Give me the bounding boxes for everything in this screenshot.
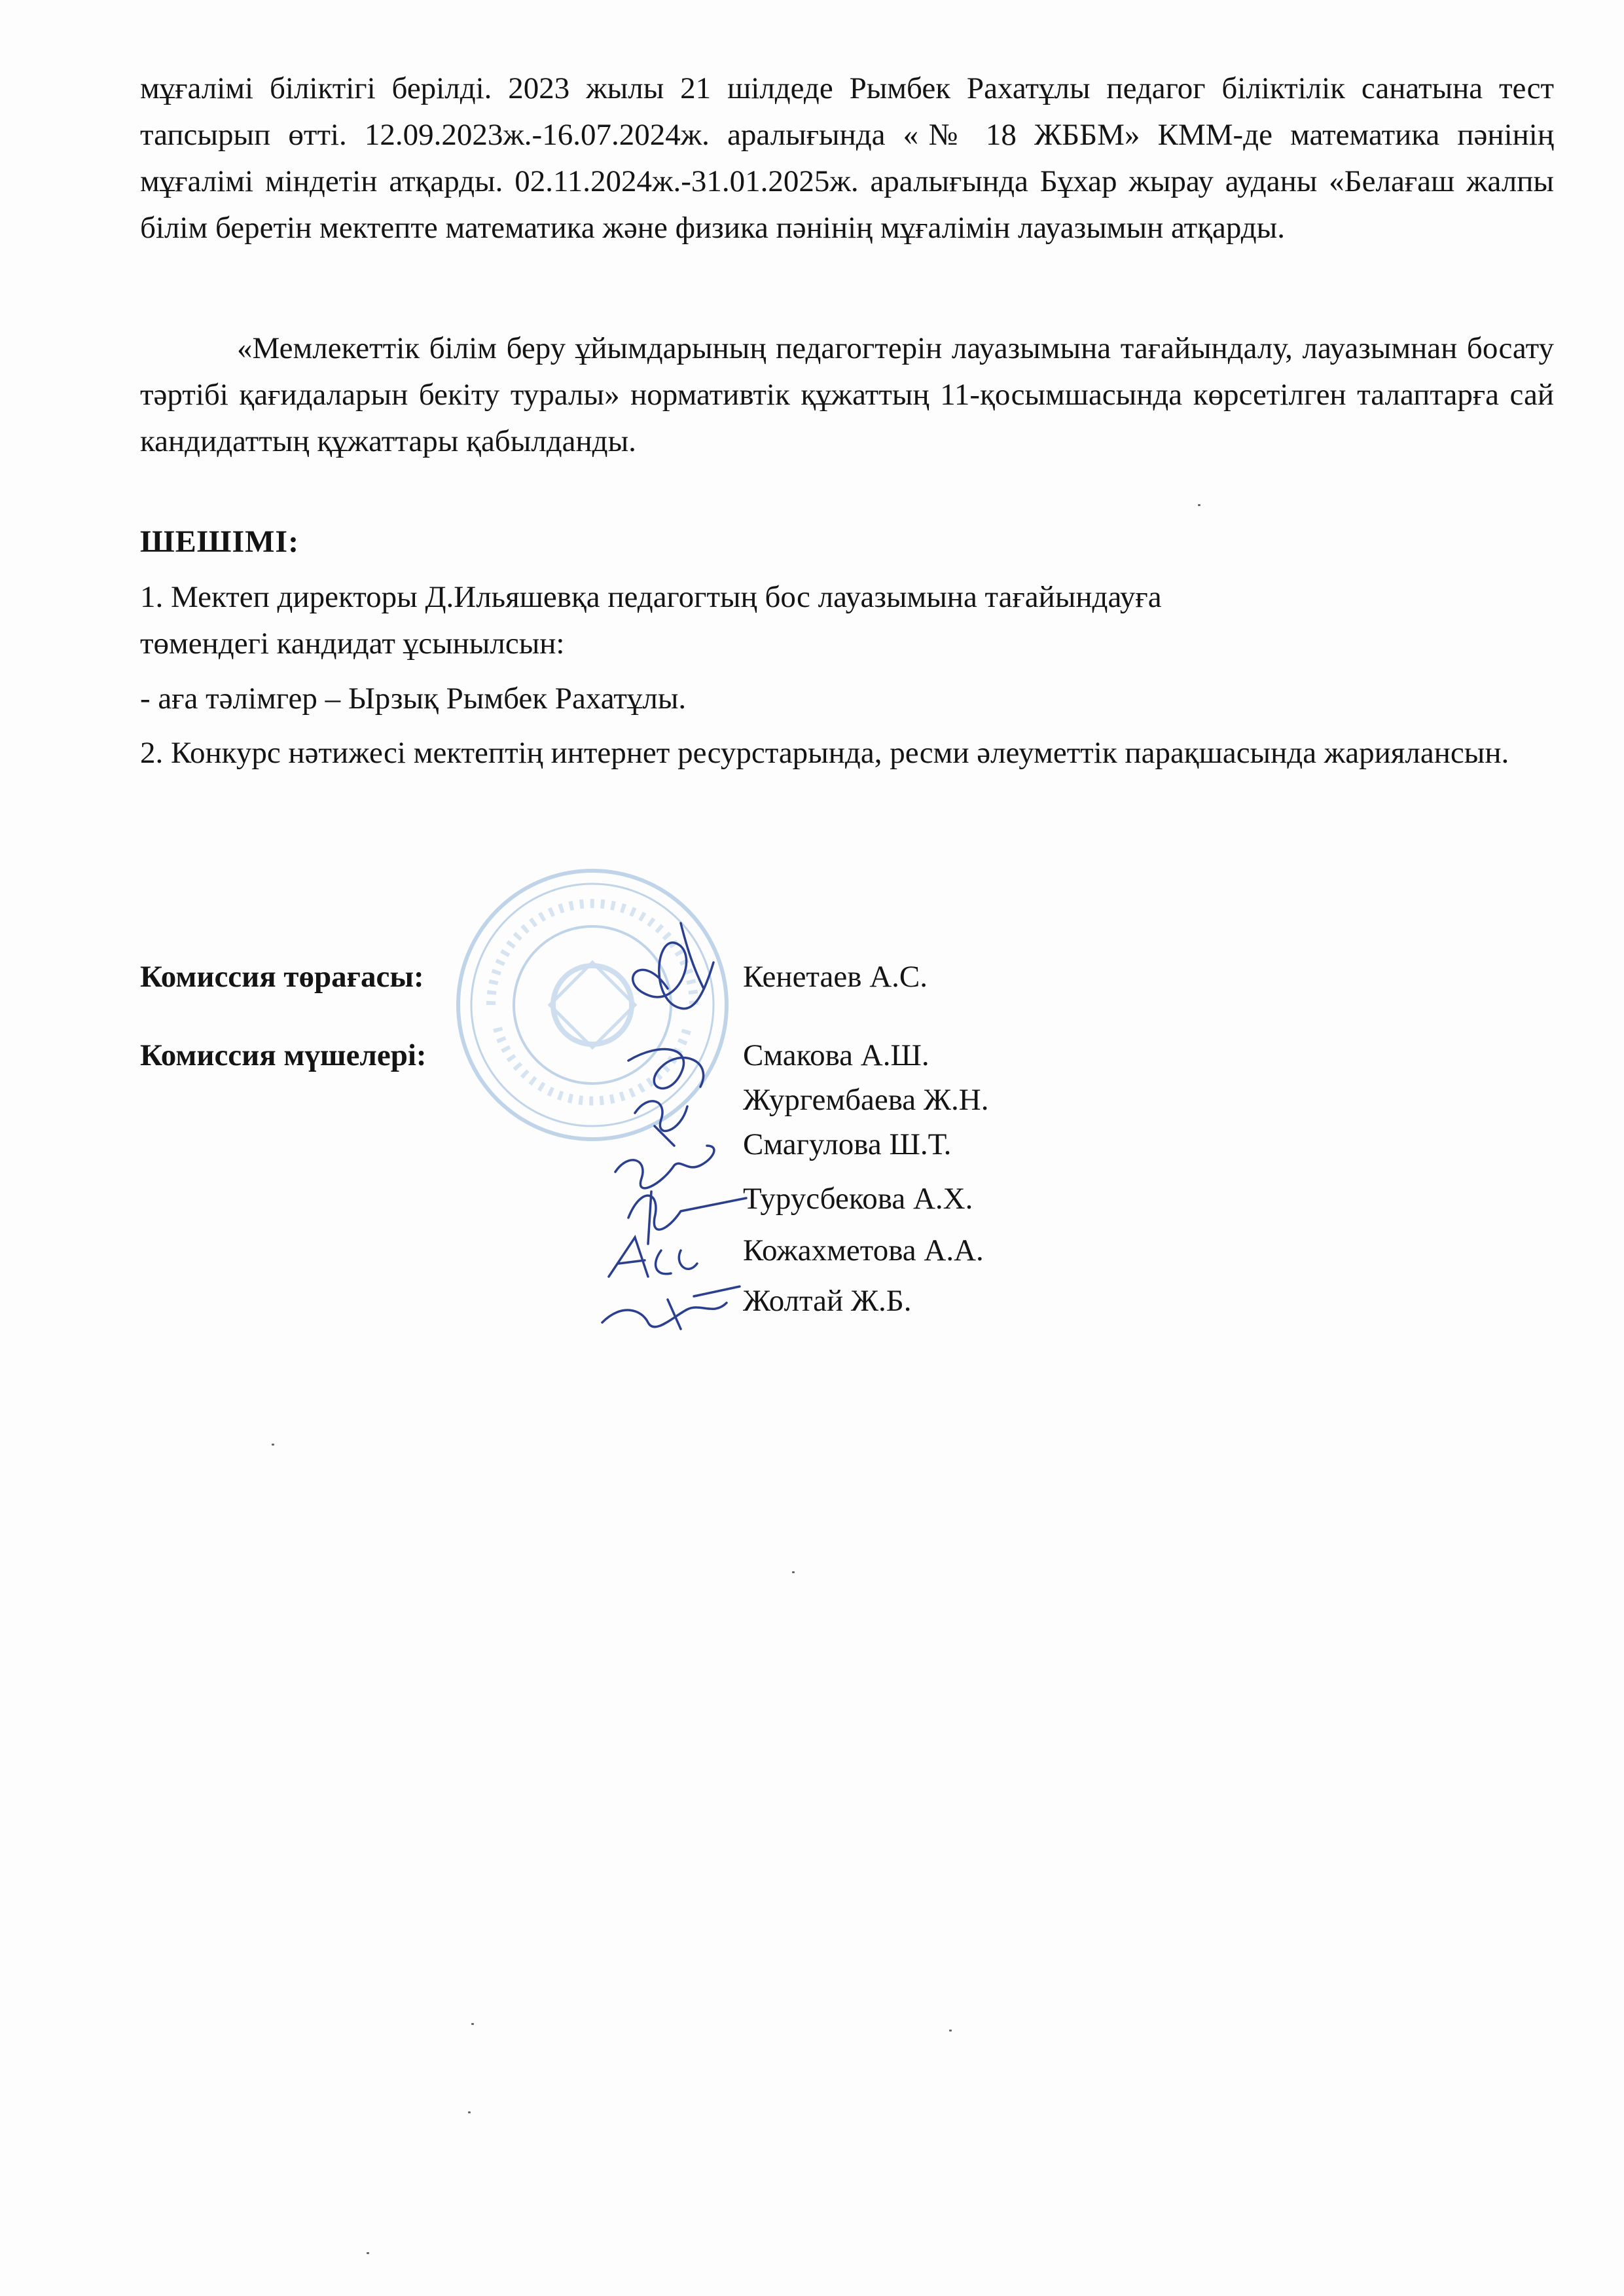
commission-members-label: Комиссия мүшелері: <box>140 1038 427 1072</box>
scan-speck <box>468 2111 471 2113</box>
signatures-icon <box>589 910 759 1342</box>
scan-speck <box>471 2023 474 2025</box>
decision-heading: ШЕШІМІ: <box>140 524 300 559</box>
decision-item-1-line-1: 1. Мектеп директоры Д.Ильяшевқа педагогтың бос лауазымына тағайындауға <box>140 580 1162 614</box>
member-name: Смакова А.Ш. <box>743 1038 929 1072</box>
scan-speck <box>792 1571 795 1573</box>
scan-speck <box>949 2030 952 2032</box>
member-name: Смагулова Ш.Т. <box>743 1127 952 1161</box>
member-name: Жолтай Ж.Б. <box>743 1284 912 1318</box>
scan-speck <box>367 2252 369 2254</box>
scan-speck <box>1198 504 1200 506</box>
scan-speck <box>272 1444 274 1446</box>
decision-item-2: 2. Конкурс нәтижесі мектептің интернет ресурстарында, ресми әлеуметтік парақшасында жариялансын. <box>140 736 1509 770</box>
member-name: Турусбекова А.Х. <box>743 1182 973 1216</box>
member-name: Жургембаева Ж.Н. <box>743 1083 989 1117</box>
decision-item-1-line-2: төмендегі кандидат ұсынылсын: <box>140 627 565 661</box>
paragraph-experience: мұғалімі біліктігі берілді. 2023 жылы 21 шілдеде Рымбек Рахатұлы педагог біліктілік санатына тест тапсырып өтті. 12.09.2023ж.-16.07.2024ж. аралығында «№ 18 ЖББМ» КММ-де математика пәнінің мұғалімі міндетін атқарды. 02.11.2024ж.-31.01.2025ж. аралығында Бұхар жырау ауданы «Белағаш жалпы білім беретін мектепте математика және физика пәнінің мұғалімін лауазымын атқарды. <box>140 71 1554 245</box>
member-name: Кожахметова А.А. <box>743 1233 984 1267</box>
candidate-line: - аға тәлімгер – Ырзық Рымбек Рахатұлы. <box>140 682 687 716</box>
paragraph-regulation: «Мемлекеттік білім беру ұйымдарының педагогтерін лауазымына тағайындалу, лауазымнан босату тәртібі қағидаларын бекіту туралы» нормативтік құжаттың 11-қосымшасында көрсетілген талаптарға сай кандидаттың құжаттары қабылданды. <box>140 331 1554 458</box>
commission-chair-label: Комиссия төрағасы: <box>140 960 424 994</box>
chair-name: Кенетаев А.С. <box>743 960 928 994</box>
